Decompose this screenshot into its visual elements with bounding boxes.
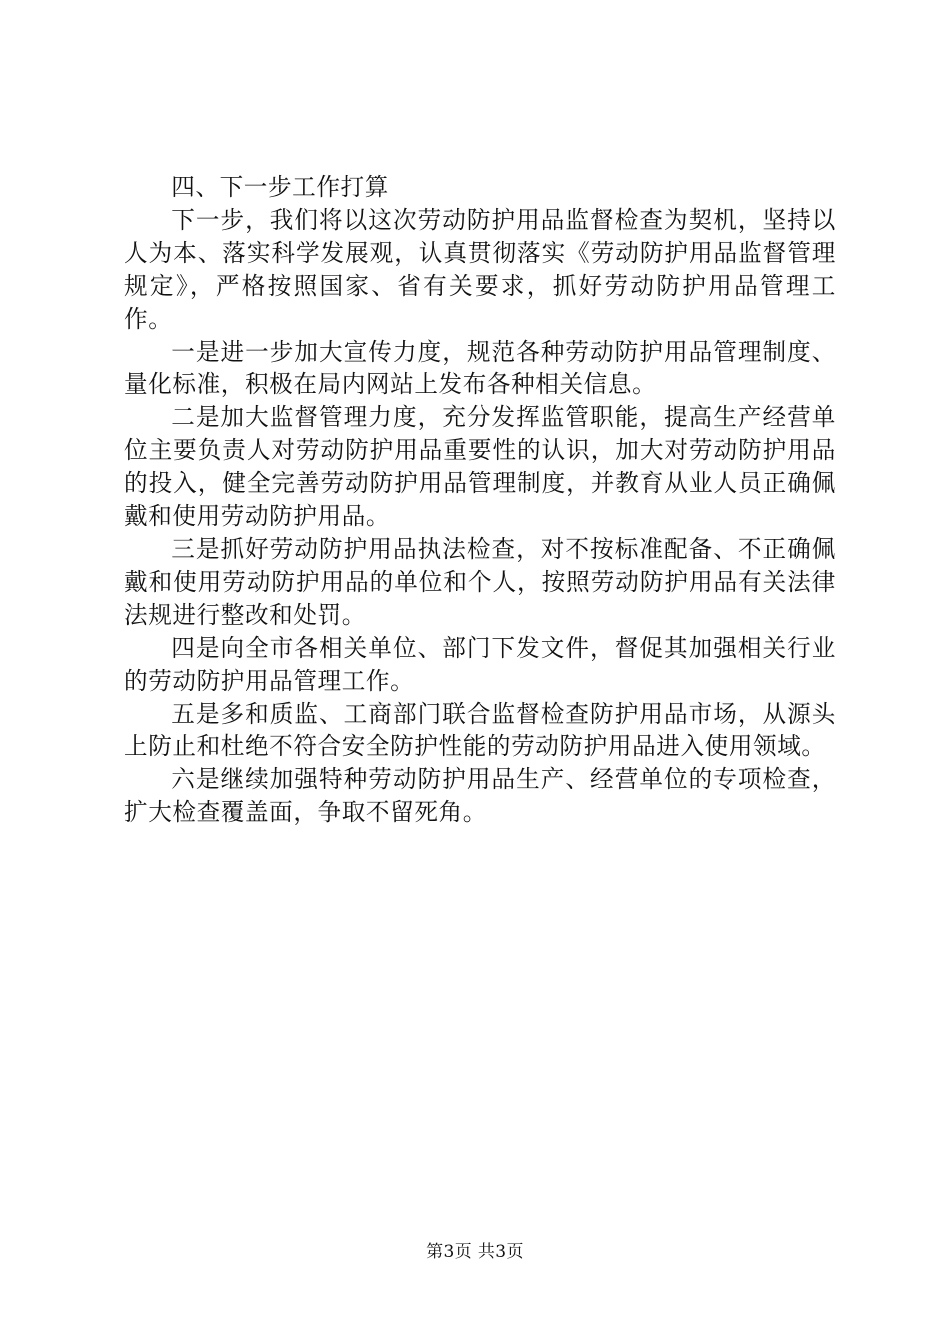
paragraph-item-5: 五是多和质监、工商部门联合监督检查防护用品市场，从源头上防止和杜绝不符合安全防护性能的劳动防护用品进入使用领域。 (124, 699, 836, 761)
page-footer (0, 1240, 950, 1264)
paragraph-item-6: 六是继续加强特种劳动防护用品生产、经营单位的专项检查，扩大检查覆盖面，争取不留死角。 (124, 765, 836, 827)
paragraph-intro: 下一步，我们将以这次劳动防护用品监督检查为契机，坚持以人为本、落实科学发展观，认真贯彻落实《劳动防护用品监督管理规定》，严格按照国家、省有关要求，抓好劳动防护用品管理工作。 (124, 205, 836, 333)
document-body (124, 171, 836, 829)
paragraph-item-1: 一是进一步加大宣传力度，规范各种劳动防护用品管理制度、量化标准，积极在局内网站上发布各种相关信息。 (124, 337, 836, 399)
paragraph-item-3: 三是抓好劳动防护用品执法检查，对不按标准配备、不正确佩戴和使用劳动防护用品的单位和个人，按照劳动防护用品有关法律法规进行整改和处罚。 (124, 534, 836, 629)
paragraph-item-2: 二是加大监督管理力度，充分发挥监管职能，提高生产经营单位主要负责人对劳动防护用品重要性的认识，加大对劳动防护用品的投入，健全完善劳动防护用品管理制度，并教育从业人员正确佩戴和使用劳动防护用品。 (124, 403, 836, 531)
section-heading: 四、下一步工作打算 (171, 173, 389, 201)
paragraph-item-4: 四是向全市各相关单位、部门下发文件，督促其加强相关行业的劳动防护用品管理工作。 (124, 633, 836, 695)
page-number-label: 第3页 共3页 (426, 1242, 524, 1262)
